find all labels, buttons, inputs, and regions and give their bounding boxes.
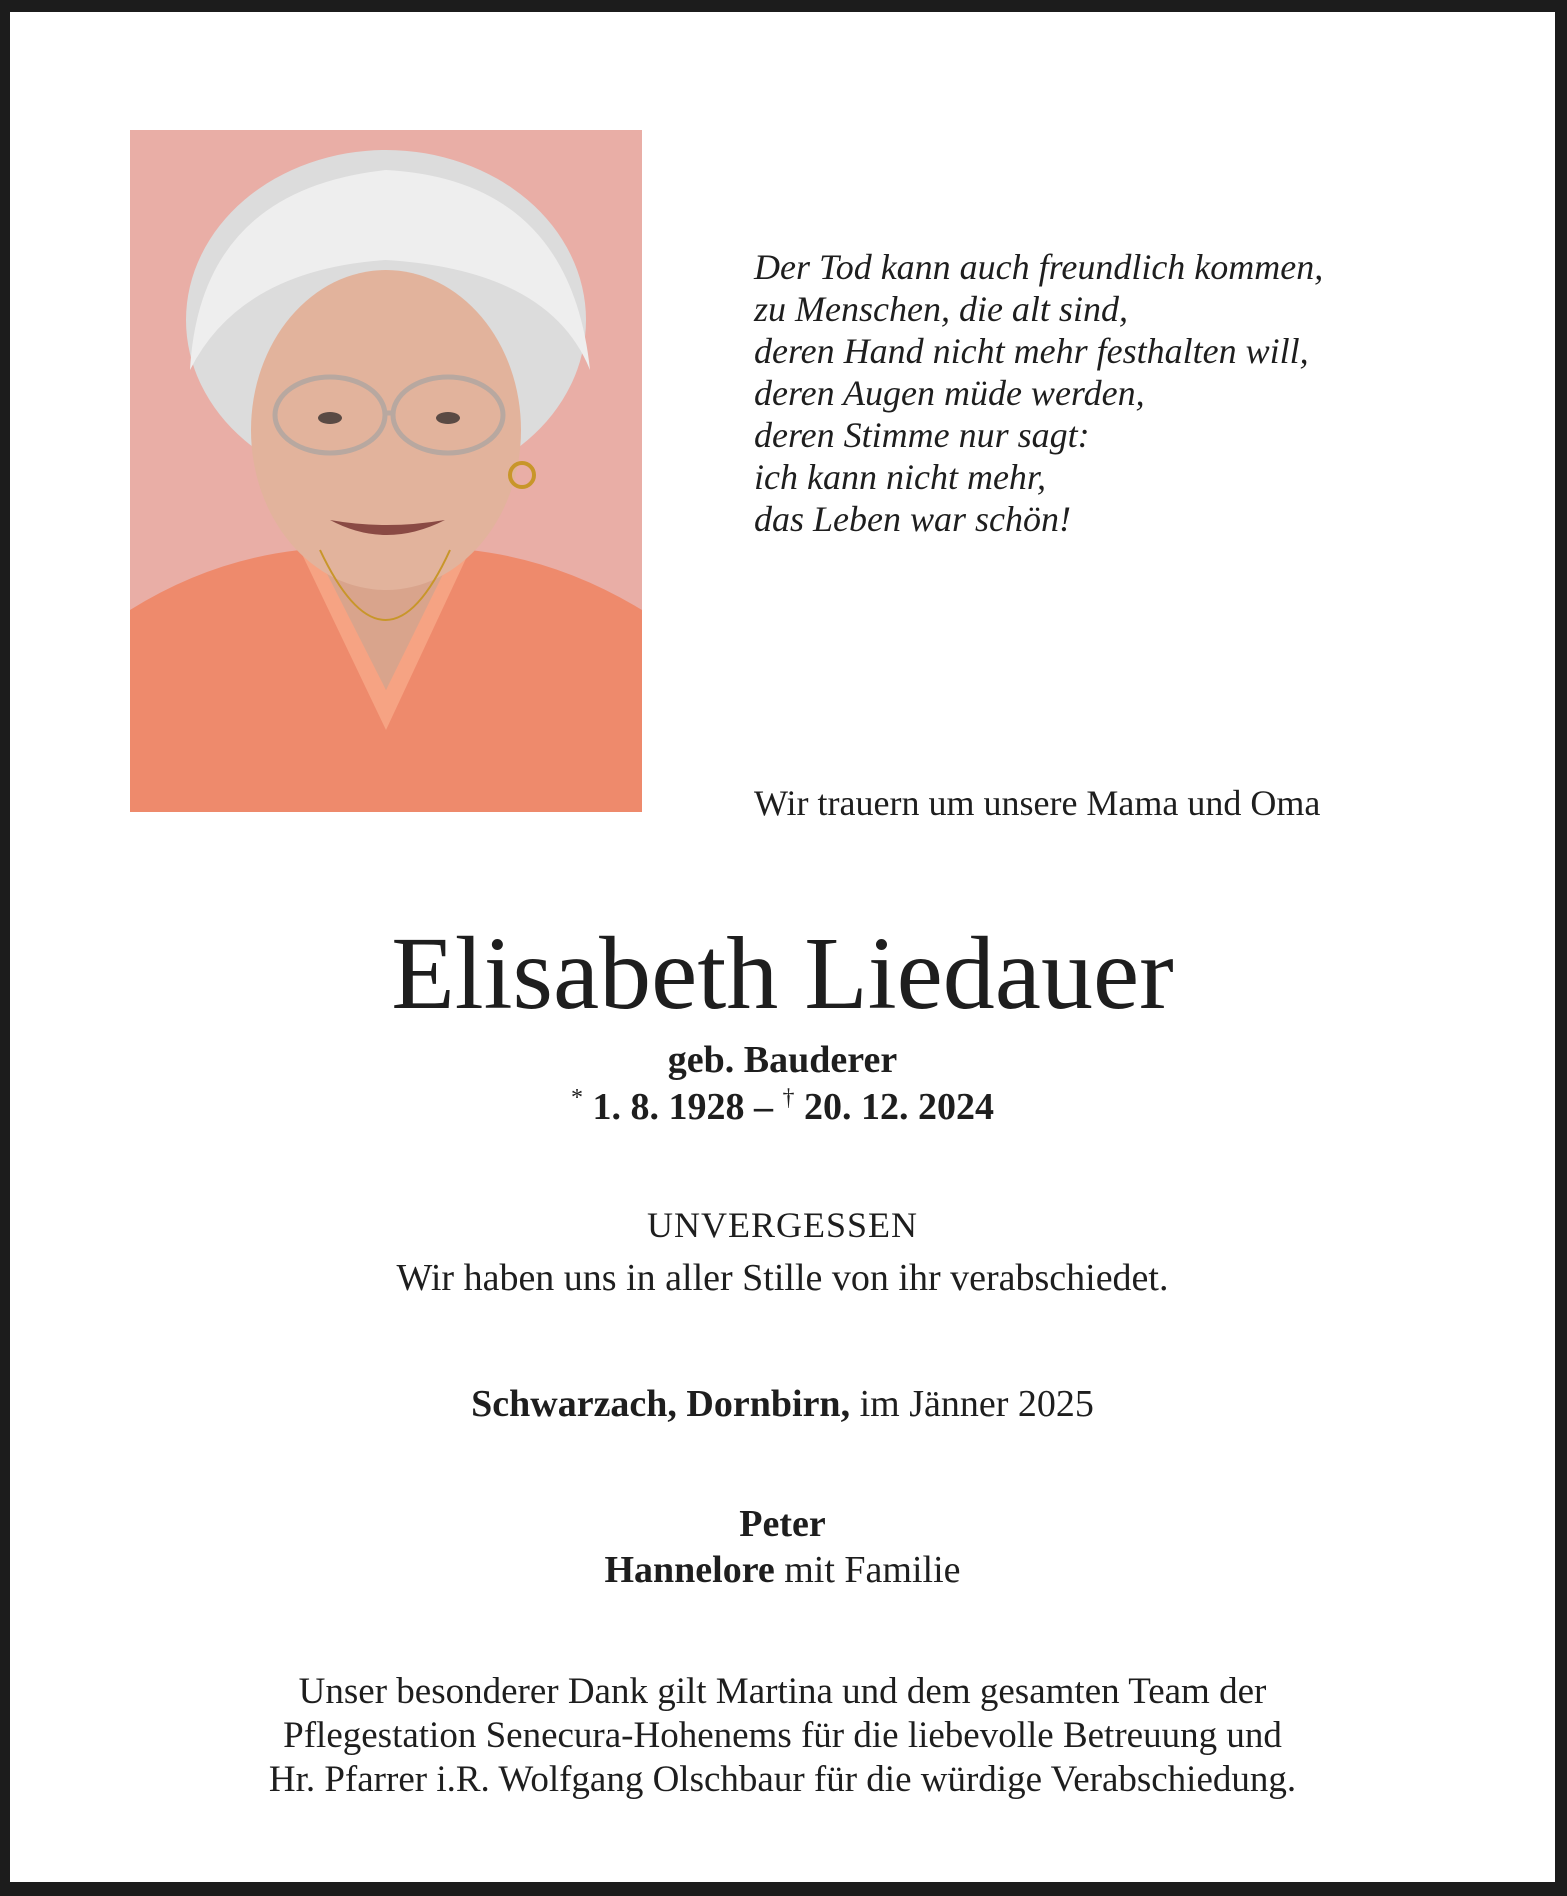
remembrance-heading: UNVERGESSEN	[646, 1205, 918, 1245]
poem-line: zu Menschen, die alt sind,	[754, 289, 1128, 329]
family-member-name: Hannelore	[604, 1549, 775, 1591]
born-name: geb. Bauderer	[667, 1039, 898, 1081]
poem-line: Der Tod kann auch freundlich kommen,	[754, 247, 1324, 287]
obituary-page	[10, 12, 1555, 1882]
mourning-line: Wir trauern um unsere Mama und Oma	[754, 783, 1321, 823]
deceased-name: Elisabeth Liedauer	[391, 916, 1174, 1031]
death-symbol: †	[782, 1085, 795, 1111]
place-date	[10, 1382, 1555, 1426]
thanks-line: Hr. Pfarrer i.R. Wolfgang Olschbaur für die würdige Verabschiedung.	[268, 1759, 1297, 1800]
thanks-text	[10, 1670, 1555, 1802]
poem-line: das Leben war schön!	[754, 499, 1071, 539]
family-member: Peter	[739, 1503, 826, 1545]
date-dash: –	[754, 1086, 773, 1128]
poem-line: deren Stimme nur sagt:	[754, 415, 1090, 455]
poem	[754, 246, 1474, 540]
remembrance-text: Wir haben uns in aller Stille von ihr verabschiedet.	[396, 1257, 1169, 1299]
portrait-photo	[130, 130, 642, 812]
birth-symbol: *	[571, 1085, 583, 1111]
portrait-illustration	[130, 130, 642, 812]
poem-line: ich kann nicht mehr,	[754, 457, 1046, 497]
poem-line: deren Hand nicht mehr festhalten will,	[754, 331, 1309, 371]
date-text: im Jänner 2025	[859, 1383, 1094, 1425]
thanks-line: Unser besonderer Dank gilt Martina und dem gesamten Team der	[298, 1671, 1267, 1712]
places: Schwarzach, Dornbirn,	[471, 1383, 851, 1425]
thanks-line: Pflegestation Senecura-Hohenems für die liebevolle Betreuung und	[283, 1715, 1282, 1756]
family-member-with-family	[10, 1548, 1555, 1592]
death-date: 20. 12. 2024	[804, 1086, 994, 1128]
family-suffix: mit Familie	[784, 1549, 961, 1591]
life-dates	[10, 1085, 1555, 1129]
birth-date: 1. 8. 1928	[592, 1086, 745, 1128]
poem-line: deren Augen müde werden,	[754, 373, 1145, 413]
